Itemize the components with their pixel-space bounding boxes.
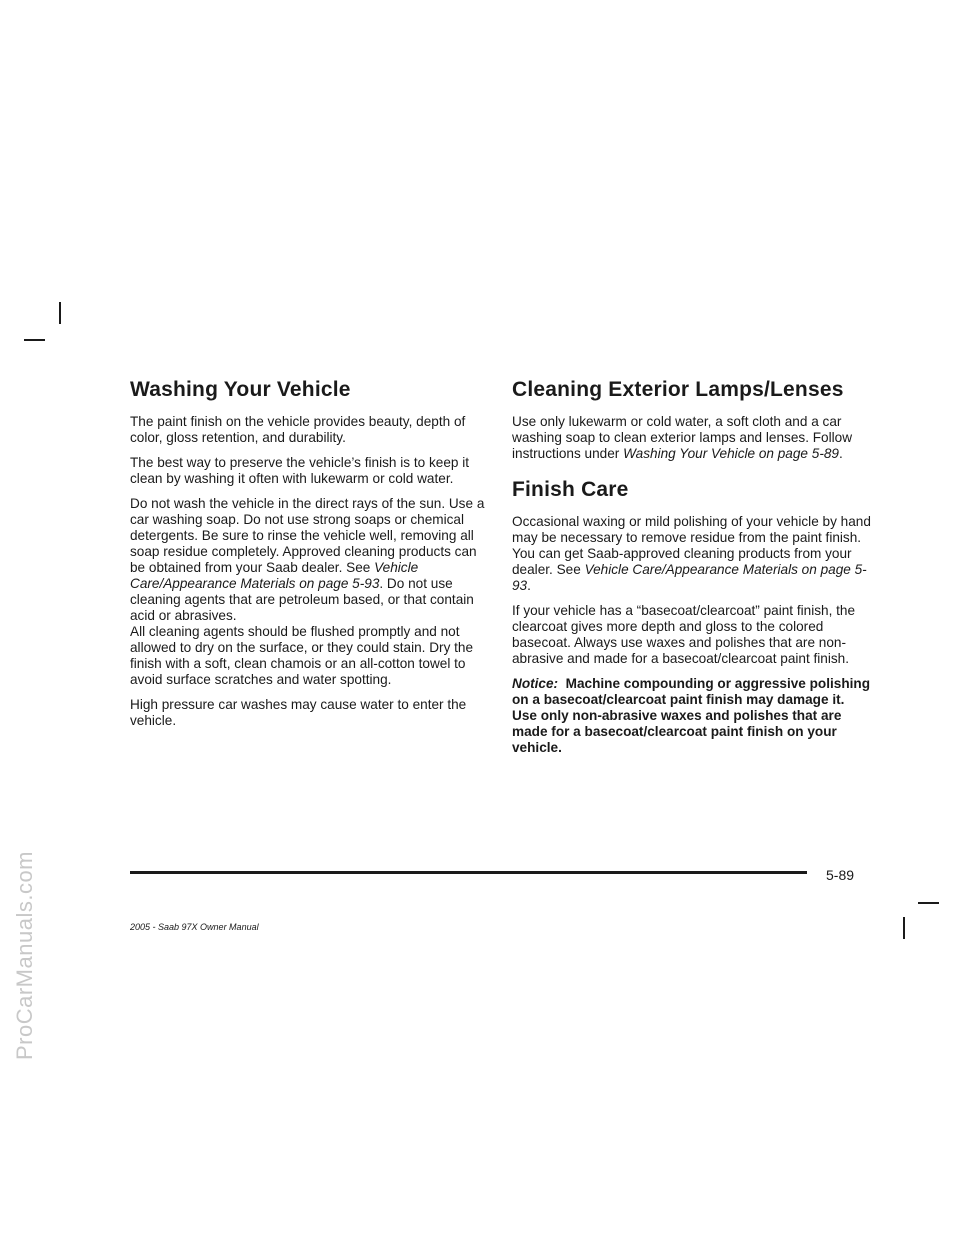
paragraph-text: . xyxy=(527,578,531,593)
paragraph-text: Do not wash the vehicle in the direct rays of the sun. Use a car washing soap. Do not use strong soaps or chemical detergents. Be sure to rinse the vehicle well, removing all soap residue completely. Approved cleaning products can be obtained from your Saab dealer. See xyxy=(130,496,485,575)
left-column xyxy=(130,378,490,738)
footer-note: 2005 - Saab 97X Owner Manual xyxy=(130,922,259,932)
notice-paragraph xyxy=(512,676,872,756)
page-number: 5-89 xyxy=(826,867,855,883)
crop-mark-bottom-vertical xyxy=(903,917,905,939)
cross-reference: Vehicle Care/Appearance Materials on page 5-93 xyxy=(512,562,867,593)
paragraph: The best way to preserve the vehicle’s finish is to keep it clean by washing it often with lukewarm or cold water. xyxy=(130,455,470,486)
paragraph: The paint finish on the vehicle provides beauty, depth of color, gloss retention, and durability. xyxy=(130,414,466,445)
paragraph xyxy=(512,414,872,462)
notice-label: Notice: xyxy=(512,676,559,691)
cross-reference: Washing Your Vehicle on page 5-89 xyxy=(623,446,839,461)
section-heading-finish-care: Finish Care xyxy=(512,478,629,501)
crop-mark-top-vertical xyxy=(59,302,61,324)
paragraph: All cleaning agents should be flushed promptly and not allowed to dry on the surface, or they could stain. Dry the finish with a soft, clean chamois or an all-cotton towel to avoid surface scratches and water spotting. xyxy=(130,624,474,687)
cross-reference: Vehicle Care/Appearance Materials on page 5-93 xyxy=(130,560,419,591)
section-heading-washing: Washing Your Vehicle xyxy=(130,378,351,401)
paragraph: If your vehicle has a “basecoat/clearcoat” paint finish, the clearcoat gives more depth and gloss to the colored basecoat. Always use waxes and polishes that are non-abrasive and made for a basecoat/clearcoat paint finish. xyxy=(512,603,856,666)
paragraph: High pressure car washes may cause water to enter the vehicle. xyxy=(130,697,467,728)
right-column xyxy=(512,378,872,765)
crop-mark-top-horizontal xyxy=(24,339,45,341)
footer-rule xyxy=(130,871,807,874)
watermark: ProCarManuals.com xyxy=(12,850,37,1060)
paragraph-text: . xyxy=(838,446,843,461)
paragraph-text: Use only lukewarm or cold water, a soft cloth and a car washing soap to clean exterior lamps and lenses. Follow instructions under xyxy=(512,414,853,461)
crop-mark-bottom-horizontal xyxy=(918,902,939,904)
paragraph xyxy=(512,514,872,594)
notice-text: Machine compounding or aggressive polishing on a basecoat/clearcoat paint finish may damage it. Use only non-abrasive waxes and polishes that are made for a basecoat/clearcoat paint finish on your vehicle. xyxy=(512,676,871,755)
section-heading-cleaning-lamps: Cleaning Exterior Lamps/Lenses xyxy=(512,378,844,401)
paragraph-text: . Do not use cleaning agents that are petroleum based, or that contain acid or abrasives. xyxy=(130,576,474,623)
paragraph-text: Occasional waxing or mild polishing of your vehicle by hand may be necessary to remove residue from the paint finish. You can get Saab-approved cleaning products from your dealer. See xyxy=(512,514,871,577)
paragraph xyxy=(130,496,490,624)
